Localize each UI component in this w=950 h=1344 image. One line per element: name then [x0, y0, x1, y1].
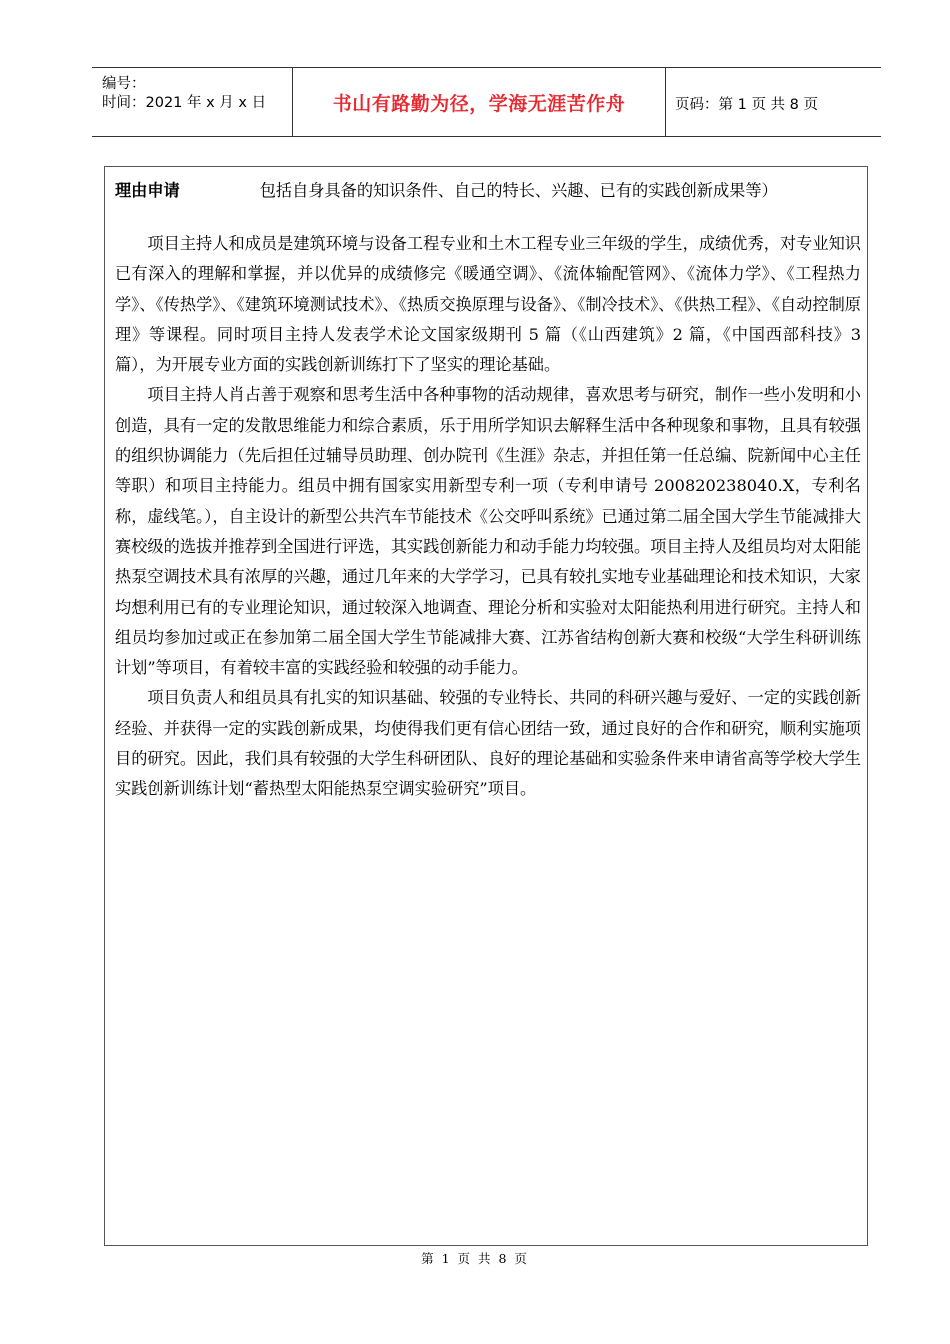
paragraph-conclusion: 项目负责人和组员具有扎实的知识基础、较强的专业特长、共同的科研兴趣与爱好、一定的实践创新经验、并获得一定的实践创新成果，均使得我们更有信心团结一致，通过良好的合作和研究，顺利实施项目的研究。因此，我们具有较强的大学生科研团队、良好的理论基础和实验条件来申请省高等学校大学生实践创新训练计划“蓄热型太阳能热泵空调实验研究”项目。 — [115, 688, 861, 799]
section-label: 理由申请 — [115, 181, 180, 200]
paragraph-knowledge: 项目主持人和成员是建筑环境与设备工程专业和土木工程专业三年级的学生，成绩优秀，对专业知识已有深入的理解和掌握，并以优异的成绩修完《暖通空调》、《流体输配管网》、《流体力学》、《工程热力学》、《传热学》、《建筑环境测试技术》、《热质交换原理与设备》、《制冷技术》、《供热工程》、《自动控制原理》等课程。同时项目主持人发表学术论文国家级期刊 5 篇（《山西建筑》2 篇，《中国西部科技》3 篇），为开展专业方面的实践创新训练打下了坚实的理论基础。 — [115, 234, 861, 375]
application-reason-box — [104, 166, 868, 1246]
application-content — [115, 179, 861, 805]
section-intro-text: 包括自身具备的知识条件、自己的特长、兴趣、已有的实践创新成果等） — [259, 181, 778, 200]
header-meta-cell — [92, 68, 292, 136]
header-page-number: 页码：第 1 页 共 8 页 — [675, 97, 818, 113]
footer-page-number: 第 1 页 共 8 页 — [421, 1251, 529, 1266]
header-motto-cell — [292, 68, 666, 136]
section-intro — [115, 179, 861, 202]
paragraph-experience: 项目主持人肖占善于观察和思考生活中各种事物的活动规律，喜欢思考与研究，制作一些小发明和小创造，具有一定的发散思维能力和综合素质，乐于用所学知识去解释生活中各种现象和事物，且具有较强的组织协调能力（先后担任过辅导员助理、创办院刊《生涯》杂志，并担任第一任总编、院新闻中心主任等职）和项目主持能力。组员中拥有国家实用新型专利一项（专利申请号 200820238040.X，专利名称，虚线笔。），自主设计的新型公共汽车节能技术《公交呼叫系统》已通过第二届全国大学生节能减排大赛校级的选拔并推荐到全国进行评选，其实践创新能力和动手能力均较强。项目主持人及组员均对太阳能热泵空调技术具有浓厚的兴趣，通过几年来的大学学习，已具有较扎实地专业基础理论和技术知识，大家均想利用已有的专业理论知识，通过较深入地调查、理论分析和实验对太阳能热利用进行研究。主持人和组员均参加过或正在参加第二届全国大学生节能减排大赛、江苏省结构创新大赛和校级“大学生科研训练计划”等项目，有着较丰富的实践经验和较强的动手能力。 — [115, 385, 861, 678]
document-number: 编号： — [102, 76, 146, 92]
document-time: 时间：2021 年 x 月 x 日 — [102, 95, 267, 111]
header-page-cell — [665, 68, 881, 136]
document-header — [92, 67, 881, 137]
motto: 书山有路勤为径，学海无涯苦作舟 — [332, 93, 626, 115]
